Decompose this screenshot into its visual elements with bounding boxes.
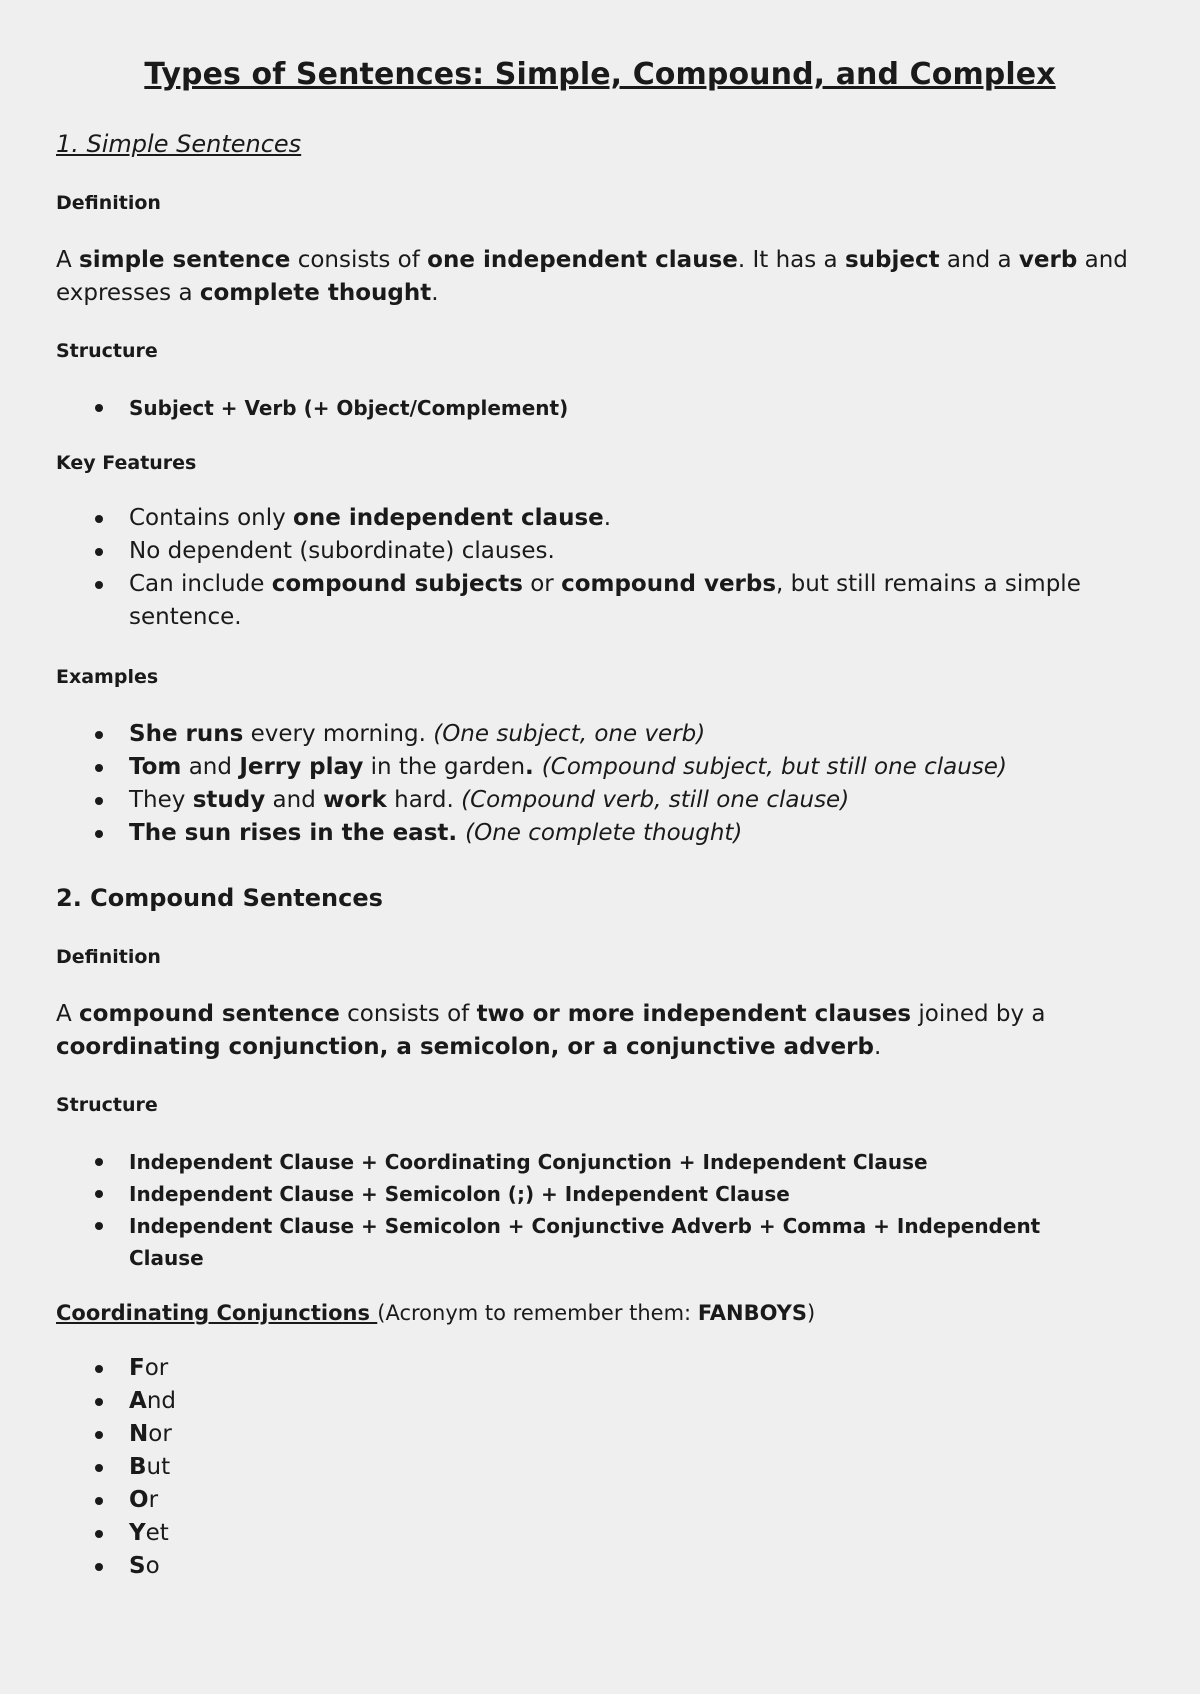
list-item: Independent Clause + Semicolon (;) + Independent Clause [56,1178,1096,1210]
coordinating-conjunctions-label: Coordinating Conjunctions [56,1301,378,1325]
list-item: So [56,1550,1136,1583]
list-item: Independent Clause + Semicolon + Conjunctive Adverb + Comma + Independent Clause [56,1210,1096,1274]
structure-label: Structure [56,1094,158,1116]
list-item: For [56,1352,1136,1385]
list-item: Independent Clause + Coordinating Conjunction + Independent Clause [56,1146,1096,1178]
list-item: And [56,1385,1136,1418]
list-item: No dependent (subordinate) clauses. [56,535,1136,568]
list-item: The sun rises in the east. (One complete thought) [56,817,1136,850]
list-item: Subject + Verb (+ Object/Complement) [56,392,1136,424]
list-item: But [56,1451,1136,1484]
examples-label: Examples [56,666,159,688]
document-title: Types of Sentences: Simple, Compound, and Complex [144,57,1056,92]
list-item: Or [56,1484,1136,1517]
definition-label: Definition [56,192,161,214]
section-heading-compound: 2. Compound Sentences [56,884,383,912]
list-item: Contains only one independent clause. [56,502,1136,535]
key-features-label: Key Features [56,452,197,474]
list-item: She runs every morning. (One subject, one verb) [56,718,1136,751]
simple-definition-paragraph: A simple sentence consists of one independent clause. It has a subject and a verb and expresses a complete thought. [56,247,1128,306]
examples-list [56,718,1136,850]
coordinating-conjunctions-line: Coordinating Conjunctions (Acronym to remember them: FANBOYS) [56,1301,816,1325]
compound-structure-list [56,1146,1096,1274]
compound-definition-paragraph: A compound sentence consists of two or more independent clauses joined by a coordinating conjunction, a semicolon, or a conjunctive adverb. [56,1001,1046,1060]
section-heading-simple: 1. Simple Sentences [56,130,302,158]
list-item: Nor [56,1418,1136,1451]
structure-label: Structure [56,340,158,362]
list-item: Yet [56,1517,1136,1550]
key-features-list [56,502,1136,634]
list-item: Tom and Jerry play in the garden. (Compound subject, but still one clause) [56,751,1136,784]
definition-label: Definition [56,946,161,968]
fanboys-list [56,1352,1136,1583]
list-item: They study and work hard. (Compound verb, still one clause) [56,784,1136,817]
simple-structure-list [56,392,1136,424]
list-item: Can include compound subjects or compound verbs, but still remains a simple sentence. [56,568,1136,634]
